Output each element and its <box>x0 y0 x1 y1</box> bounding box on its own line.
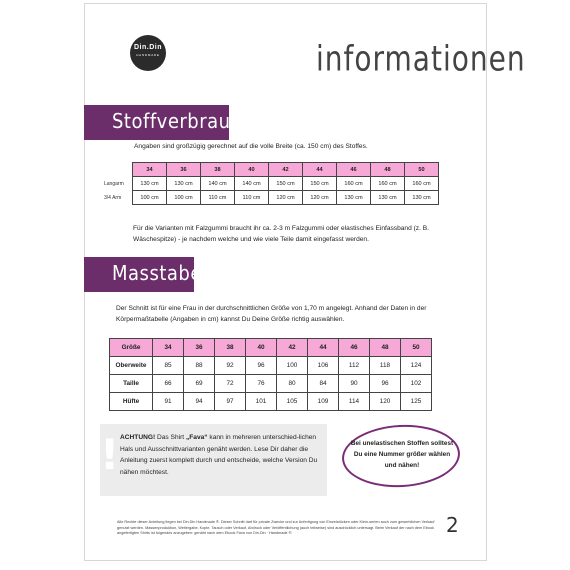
table-cell: 90 <box>339 375 370 393</box>
table-row <box>110 375 432 393</box>
table-cell: 84 <box>308 375 339 393</box>
table-row <box>104 177 439 191</box>
table-cell: 101 <box>246 393 277 411</box>
size-header: 48 <box>370 339 401 357</box>
table-cell: 91 <box>153 393 184 411</box>
table-cell: 130 cm <box>133 177 167 191</box>
table-cell: 140 cm <box>235 177 269 191</box>
table-cell: 72 <box>215 375 246 393</box>
table-cell: 112 <box>339 357 370 375</box>
size-header: 50 <box>401 339 432 357</box>
size-header: 38 <box>215 339 246 357</box>
table-cell: 94 <box>184 393 215 411</box>
table-cell: 102 <box>401 375 432 393</box>
size-header: 36 <box>184 339 215 357</box>
table-header-row <box>104 163 439 177</box>
table-cell: 80 <box>277 375 308 393</box>
brand-logo <box>130 35 166 71</box>
table-cell: 140 cm <box>201 177 235 191</box>
size-header: 46 <box>339 339 370 357</box>
table-cell: 100 cm <box>133 191 167 205</box>
fabric-table <box>104 162 439 205</box>
section-heading: Stoffverbrauch <box>112 109 253 134</box>
size-header: 44 <box>308 339 339 357</box>
page-number: 2 <box>446 513 459 537</box>
table-cell: 130 cm <box>405 191 439 205</box>
size-header: 46 <box>337 163 371 177</box>
size-header: 38 <box>201 163 235 177</box>
table-cell: 100 cm <box>167 191 201 205</box>
stoff-note: Für die Varianten mit Falzgummi braucht ihr ca. 2-3 m Falzgummi oder elastisches Einfassband (z. B. Wäschespitze) - je nachdem welche und wie viele Teile damit eingefasst werden. <box>133 225 429 243</box>
table-corner-cell <box>104 163 133 177</box>
table-cell: 100 <box>277 357 308 375</box>
table-cell: 125 <box>401 393 432 411</box>
table-cell: 120 <box>370 393 401 411</box>
size-header: 42 <box>269 163 303 177</box>
table-cell: 85 <box>153 357 184 375</box>
size-header: 34 <box>133 163 167 177</box>
logo-subtext: HANDMADE <box>136 53 160 57</box>
table-row <box>104 191 439 205</box>
table-corner-cell: Größe <box>110 339 153 357</box>
table-cell: 118 <box>370 357 401 375</box>
table-cell: 114 <box>339 393 370 411</box>
size-header: 40 <box>246 339 277 357</box>
exclamation-icon: ! <box>100 430 120 479</box>
table-cell: 106 <box>308 357 339 375</box>
section-banner-masstabelle <box>84 257 225 292</box>
note-text-part: Das Shirt <box>155 434 186 441</box>
note-warning-label: ACHTUNG! <box>120 434 156 441</box>
table-cell: 105 <box>277 393 308 411</box>
stoff-intro: Angaben sind großzügig gerechnet auf die volle Breite (ca. 150 cm) des Stoffes. <box>134 143 368 150</box>
table-cell: 130 cm <box>337 191 371 205</box>
table-cell: 150 cm <box>303 177 337 191</box>
row-label: Hüfte <box>110 393 153 411</box>
table-cell: 66 <box>153 375 184 393</box>
table-cell: 69 <box>184 375 215 393</box>
table-cell: 110 cm <box>235 191 269 205</box>
table-cell: 110 cm <box>201 191 235 205</box>
size-header: 50 <box>405 163 439 177</box>
size-header: 40 <box>235 163 269 177</box>
table-cell: 160 cm <box>371 177 405 191</box>
row-label: Taille <box>110 375 153 393</box>
row-label: Langarm <box>104 180 124 187</box>
copyright-footer: Alle Rechte dieser Anleitung liegen bei Din.Din Handmade ®. Dieser Schnitt darf für private Zwecke und zur Anfertigung von Einzelstücken oder Klein-serien auch zum gewerblichen Verkauf genutzt werden. Massenproduktion, Weitergabe, Kopie, Tausch oder Verkauf, Abdruck oder Veröffentlichung (auch teilweise) sind ausdrücklich untersagt. Beim Verkauf der nach dem Ebook angefertigten Shirts ist folgendes anzugeben: genäht nach dem Ebook Fava von Din.Din · Handmade ®. <box>117 520 435 535</box>
size-header: 48 <box>371 163 405 177</box>
table-cell: 124 <box>401 357 432 375</box>
size-header: 44 <box>303 163 337 177</box>
size-header: 42 <box>277 339 308 357</box>
page-title: informationen <box>316 38 526 80</box>
table-cell: 92 <box>215 357 246 375</box>
mass-intro: Der Schnitt ist für eine Frau in der durchschnittlichen Größe von 1,70 m angelegt. Anhand der Daten in der Körpermaßtabelle (Angaben in cm) kannst Du Deine Größe richtig auswählen. <box>116 305 427 323</box>
table-cell: 76 <box>246 375 277 393</box>
table-cell: 88 <box>184 357 215 375</box>
table-cell: 130 cm <box>371 191 405 205</box>
table-cell: 97 <box>215 393 246 411</box>
logo-text: Din.Din <box>134 44 162 51</box>
callout-text: Bei unelastischen Stoffen solltest Du eine Nummer größer wählen und nähen! <box>350 440 454 469</box>
row-label: 3/4 Arm <box>104 194 122 201</box>
size-header: 34 <box>153 339 184 357</box>
table-cell: 150 cm <box>269 177 303 191</box>
row-label: Oberweite <box>110 357 153 375</box>
table-cell: 120 cm <box>303 191 337 205</box>
table-cell: 130 cm <box>167 177 201 191</box>
table-cell: 120 cm <box>269 191 303 205</box>
note-text <box>120 432 325 478</box>
table-cell: 160 cm <box>337 177 371 191</box>
size-header: 36 <box>167 163 201 177</box>
note-text-part: kann in mehreren unterschied-lichen Hals und Ausschnittvarianten genäht werden. Lese Dir daher die Anleitung zuerst komplett durch und entscheide, welche Version Du nähen möchtest. <box>120 434 318 476</box>
table-row <box>110 393 432 411</box>
section-heading: Masstabelle <box>112 261 225 286</box>
table-cell: 109 <box>308 393 339 411</box>
table-header-row <box>110 339 432 357</box>
table-cell: 160 cm <box>405 177 439 191</box>
shirt-name: „Fava“ <box>185 434 208 441</box>
measurement-table <box>109 338 432 411</box>
table-cell: 96 <box>246 357 277 375</box>
table-row <box>110 357 432 375</box>
table-cell: 96 <box>370 375 401 393</box>
section-banner-stoffverbrauch <box>84 105 253 140</box>
